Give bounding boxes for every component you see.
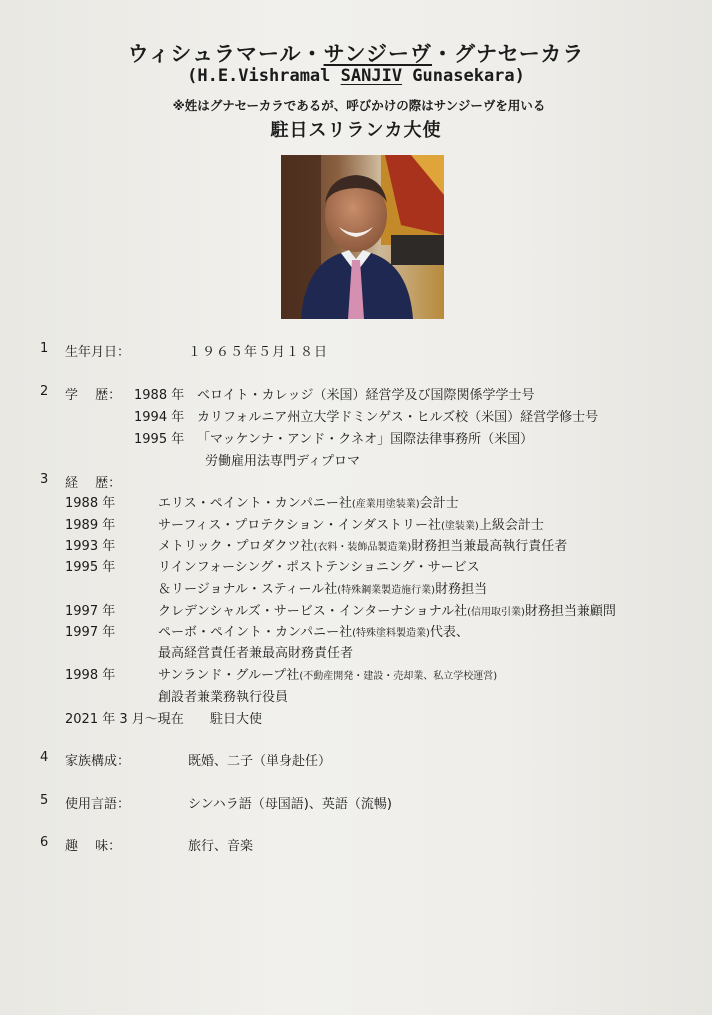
section-hobbies-label: 趣 味： [65, 839, 122, 854]
career-entry [158, 600, 616, 619]
career-current-role: 駐日大使 [210, 712, 263, 727]
career-year: 1989 年 [65, 518, 116, 533]
education-year: 1988 年 [134, 388, 185, 403]
section-education-number: 2 [40, 384, 49, 399]
career-entry-continued: 最高経営責任者兼最高財務責任者 [158, 646, 354, 661]
section-career-number: 3 [40, 472, 49, 487]
name-en-family: Gunasekara) [402, 66, 525, 86]
career-entry [158, 621, 469, 640]
name-en-given: (H.E.Vishramal [187, 66, 341, 86]
career-role: 財務担当 [435, 582, 488, 597]
education-year: 1995 年 [134, 432, 185, 447]
section-hobbies-number: 6 [40, 835, 49, 850]
education-entry-continued: 労働雇用法専門ディプロマ [205, 454, 360, 469]
career-company: ペーボ・ペイント・カンパニー社 [158, 625, 353, 640]
career-company: サンランド・グループ社 [158, 668, 300, 683]
languages-value: シンハラ語（母国語)、英語（流暢) [188, 797, 392, 812]
education-year: 1994 年 [134, 410, 185, 425]
career-current-period: 2021 年 3 月～現在 [65, 712, 184, 727]
career-role: 代表、 [429, 625, 469, 640]
section-career-label: 経 歴： [65, 476, 122, 491]
career-year: 1993 年 [65, 539, 116, 554]
career-entry-continued: 創設者兼業務執行役員 [158, 690, 289, 705]
education-entry: カリフォルニア州立大学ドミンゲス・ヒルズ校（米国）経営学修士号 [197, 410, 599, 425]
career-role: 会計士 [419, 496, 459, 511]
career-entry [158, 556, 480, 575]
name-ja-family: ・グナセーカラ [432, 42, 585, 66]
education-entry: ベロイト・カレッジ（米国）経営学及び国際関係学学士号 [197, 388, 535, 403]
career-year: 1995 年 [65, 560, 116, 575]
name-note: ※姓はグナセーカラであるが、呼びかけの際はサンジーヴを用いる [172, 98, 546, 113]
birth-date: １９６５年５月１８日 [188, 345, 329, 360]
section-education-label: 学 歴： [65, 388, 122, 403]
career-entry-continued [158, 578, 487, 597]
hobbies-value: 旅行、音楽 [188, 839, 254, 854]
career-company: メトリック・プロダクツ社 [158, 539, 314, 554]
section-languages-number: 5 [40, 793, 49, 808]
career-year: 1997 年 [65, 604, 116, 619]
career-industry: (不動産開発・建設・売却業、私立学校運営) [299, 671, 498, 682]
section-birth-number: 1 [40, 341, 49, 356]
position-title: 駐日スリランカ大使 [270, 120, 442, 141]
section-family-number: 4 [40, 750, 49, 765]
section-family-label: 家族構成： [65, 754, 131, 769]
career-role: 上級会計士 [478, 518, 544, 533]
portrait-photo [281, 155, 444, 319]
career-year: 1988 年 [65, 496, 116, 511]
education-entry: 「マッケンナ・アンド・クネオ」国際法律事務所（米国） [197, 432, 534, 447]
career-company: エリス・ペイント・カンパニー社 [158, 496, 352, 511]
career-year: 1998 年 [65, 668, 116, 683]
career-role: 財務担当兼顧問 [524, 604, 616, 619]
name-en-called: SANJIV [340, 66, 403, 86]
career-industry: (特殊鋼業製造施行業) [337, 585, 436, 596]
career-entry [158, 514, 544, 533]
family-value: 既婚、二子（単身赴任） [188, 754, 332, 769]
career-industry: (衣料・装飾品製造業) [313, 542, 412, 553]
section-birth-label: 生年月日： [65, 345, 131, 360]
section-languages-label: 使用言語： [65, 797, 131, 812]
career-entry [158, 664, 497, 683]
career-role: 財務担当兼最高執行責任者 [411, 539, 568, 554]
career-industry: (信用取引業) [467, 607, 525, 618]
career-entry [158, 535, 567, 554]
career-industry: (塗装業) [441, 521, 479, 532]
name-japanese [0, 38, 712, 68]
name-ja-called: サンジーヴ [323, 42, 432, 66]
career-year: 1997 年 [65, 625, 116, 640]
career-company: リインフォーシング・ポストテンショニング・サービス [158, 560, 480, 575]
career-entry [158, 492, 459, 511]
career-industry: (特殊塗料製造業) [352, 628, 430, 639]
name-english [0, 66, 712, 86]
career-company: クレデンシャルズ・サービス・インターナショナル社 [158, 604, 468, 619]
portrait-illustration [281, 155, 444, 319]
career-industry: (産業用塗装業) [351, 499, 420, 510]
career-company: サーフィス・プロテクション・インダストリー社 [158, 518, 442, 533]
name-ja-given: ウィシュラマール・ [127, 42, 324, 66]
career-company: ＆リージョナル・スティール社 [158, 582, 338, 597]
